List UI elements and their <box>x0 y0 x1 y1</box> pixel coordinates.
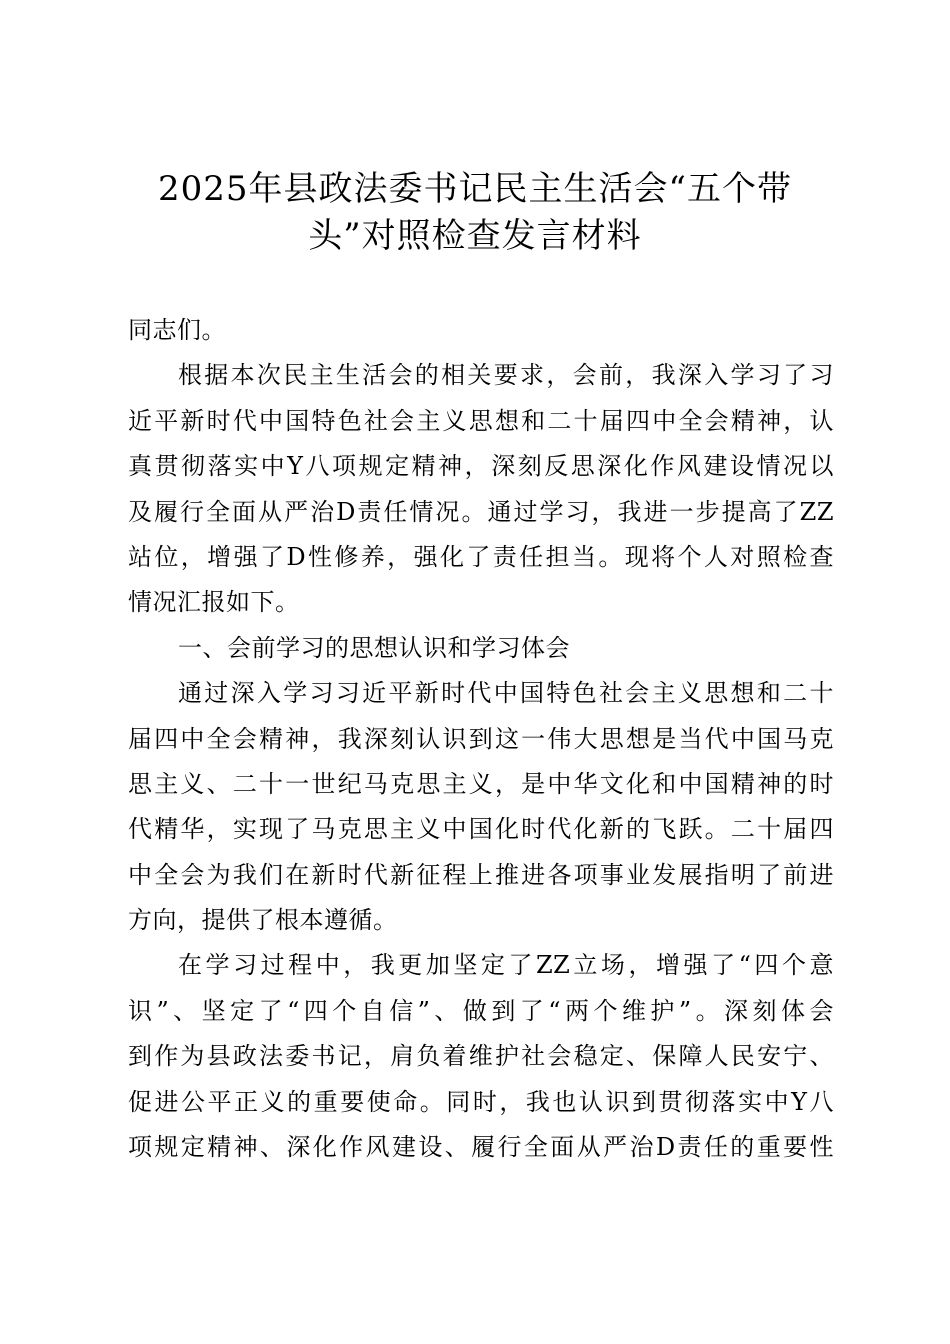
paragraph-line: 项规定精神、深化作风建设、履行全面从严治D责任的重要性 <box>128 1133 834 1162</box>
paragraph-line: 根据本次民主生活会的相关要求，会前，我深入学习了习 <box>178 361 834 390</box>
paragraph-line: 代精华，实现了马克思主义中国化时代化新的飞跃。二十届四 <box>128 815 834 844</box>
paragraph-line: 届四中全会精神，我深刻认识到这一伟大思想是当代中国马克 <box>128 724 834 753</box>
title-line: 2025年县政法委书记民主生活会“五个带 <box>158 169 792 209</box>
document-body <box>128 308 834 1170</box>
paragraph-line: 促进公平正义的重要使命。同时，我也认识到贯彻落实中Y八 <box>128 1087 834 1116</box>
paragraph-line: 在学习过程中，我更加坚定了ZZ立场，增强了“四个意 <box>178 951 834 980</box>
paragraph-line: 近平新时代中国特色社会主义思想和二十届四中全会精神，认 <box>128 406 834 435</box>
paragraph-line: 到作为县政法委书记，肩负着维护社会稳定、保障人民安宁、 <box>128 1042 834 1071</box>
title-line: 头”对照检查发言材料 <box>308 216 642 256</box>
paragraph-line: 站位，增强了D性修养，强化了责任担当。现将个人对照检查 <box>128 542 834 571</box>
paragraph-line: 识”、坚定了“四个自信”、做到了“两个维护”。深刻体会 <box>128 996 834 1025</box>
paragraph-line: 情况汇报如下。 <box>128 588 300 617</box>
section-heading: 一、会前学习的思想认识和学习体会 <box>178 633 570 662</box>
paragraph-line: 方向，提供了根本遵循。 <box>128 906 398 935</box>
paragraph-line: 中全会为我们在新时代新征程上推进各项事业发展指明了前进 <box>128 860 834 889</box>
document-title <box>120 166 830 260</box>
paragraph-line: 真贯彻落实中Y八项规定精神，深刻反思深化作风建设情况以 <box>128 452 834 481</box>
greeting: 同志们。 <box>128 316 226 344</box>
paragraph-line: 及履行全面从严治D责任情况。通过学习，我进一步提高了ZZ <box>128 497 834 526</box>
paragraph-line: 通过深入学习习近平新时代中国特色社会主义思想和二十 <box>178 679 834 708</box>
paragraph-line: 思主义、二十一世纪马克思主义，是中华文化和中国精神的时 <box>128 769 834 798</box>
